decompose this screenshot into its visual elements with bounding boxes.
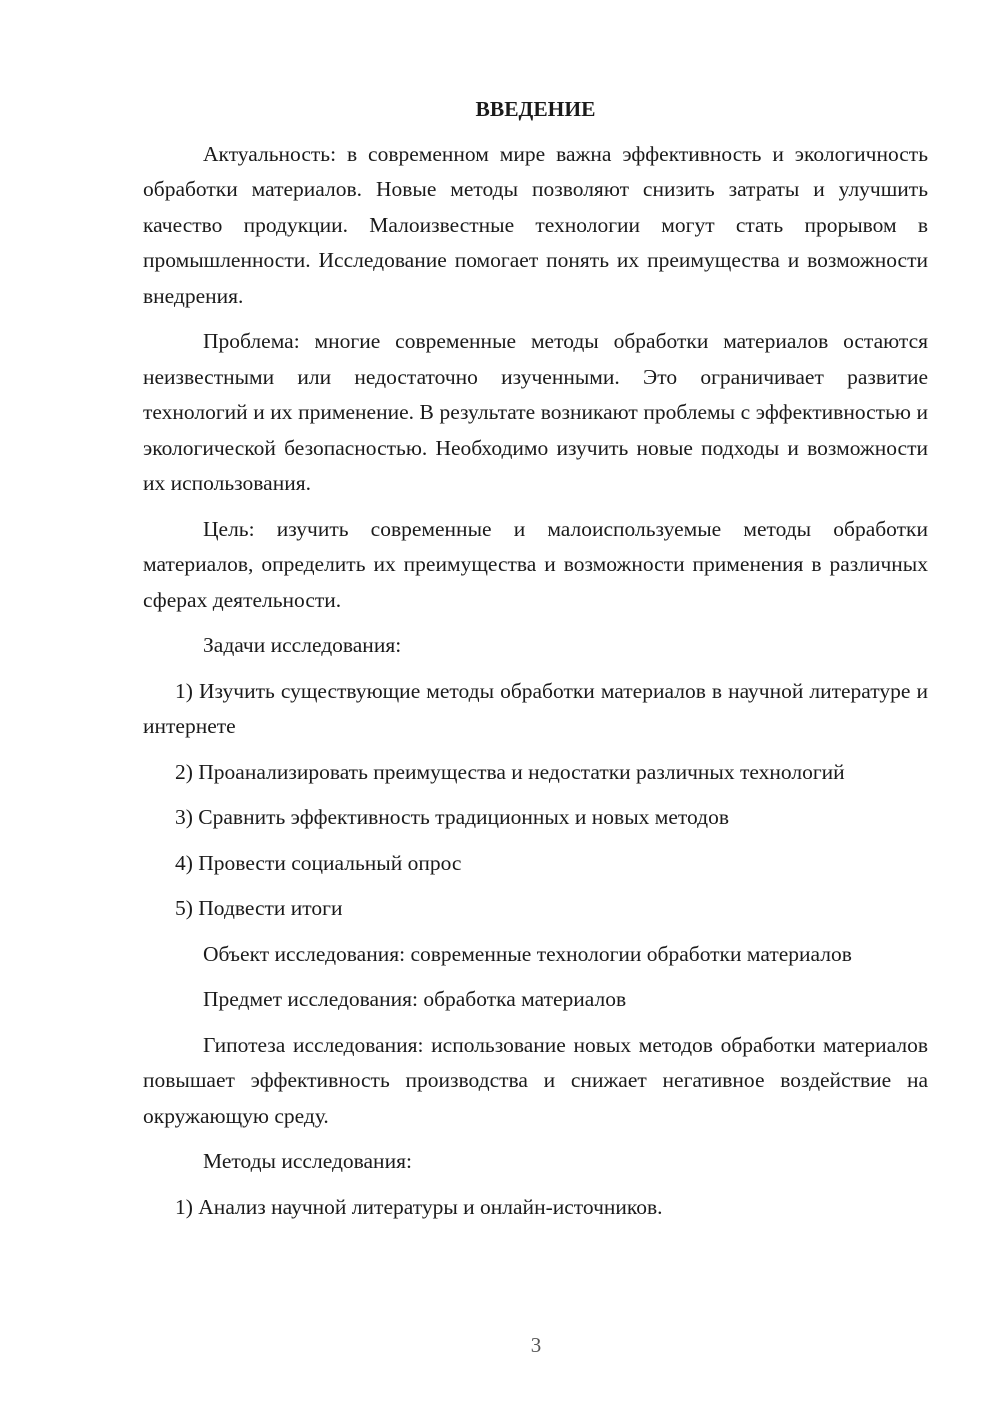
task-item: 5) Подвести итоги bbox=[175, 896, 343, 920]
task-item: 3) Сравнить эффективность традиционных и новых методов bbox=[175, 805, 729, 829]
task-item: 2) Проанализировать преимущества и недостатки различных технологий bbox=[175, 759, 845, 784]
paragraph-hypothesis: Гипотеза исследования: использование новых методов обработки материалов повышает эффективность производства и снижает негативное воздействие на окружающую среду. bbox=[143, 1032, 928, 1128]
tasks-heading: Задачи исследования: bbox=[203, 633, 402, 657]
document-page bbox=[143, 92, 928, 1235]
section-title: ВВЕДЕНИЕ bbox=[475, 97, 596, 121]
method-item: 1) Анализ научной литературы и онлайн-источников. bbox=[175, 1194, 663, 1219]
paragraph-object: Объект исследования: современные технологии обработки материалов bbox=[203, 941, 852, 966]
page-number: 3 bbox=[530, 1333, 542, 1357]
paragraph-relevance: Актуальность: в современном мире важна эффективность и экологичность обработки материалов. Новые методы позволяют снизить затраты и улучшить качество продукции. Малоизвестные технологии могут стать прорывом в промышленности. Исследование помогает понять их преимущества и возможности внедрения. bbox=[143, 141, 928, 308]
task-item: 1) Изучить существующие методы обработки материалов в научной литературе и интернете bbox=[143, 678, 928, 738]
paragraph-subject: Предмет исследования: обработка материалов bbox=[203, 987, 627, 1011]
paragraph-goal: Цель: изучить современные и малоиспользуемые методы обработки материалов, определить их преимущества и возможности применения в различных сферах деятельности. bbox=[143, 516, 928, 612]
paragraph-problem: Проблема: многие современные методы обработки материалов остаются неизвестными или недостаточно изученными. Это ограничивает развитие технологий и их применение. В результате возникают проблемы с эффективностью и экологической безопасностью. Необходимо изучить новые подходы и возможности их использования. bbox=[143, 329, 928, 495]
methods-heading: Методы исследования: bbox=[203, 1149, 412, 1173]
task-item: 4) Провести социальный опрос bbox=[175, 850, 462, 875]
